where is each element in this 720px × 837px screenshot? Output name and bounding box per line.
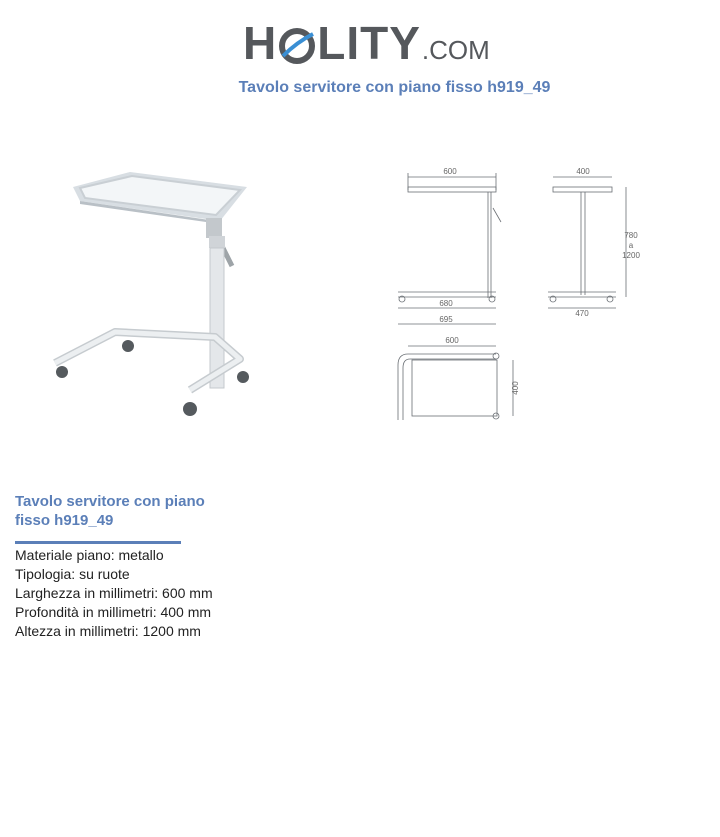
label-base-inner: 680 xyxy=(439,299,453,308)
label-side-width: 400 xyxy=(576,167,590,176)
spec-type: Tipologia: su ruote xyxy=(15,566,130,582)
product-specs xyxy=(15,546,213,641)
spec-depth: Profondità in millimetri: 400 mm xyxy=(15,604,212,620)
holity-logo[interactable] xyxy=(243,17,490,69)
label-top-depth: 400 xyxy=(511,381,520,395)
label-side-base: 470 xyxy=(575,309,589,318)
label-height-min: 780 xyxy=(624,231,638,240)
logo-letters-lity: LITY xyxy=(317,17,421,69)
technical-drawings xyxy=(388,160,648,430)
label-height-sep: a xyxy=(628,241,634,250)
logo-domain-suffix: .COM xyxy=(421,35,490,65)
logo-circle-icon xyxy=(279,25,315,61)
spec-width: Larghezza in millimetri: 600 mm xyxy=(15,585,213,601)
label-top-width: 600 xyxy=(445,336,459,345)
page-title: Tavolo servitore con piano fisso h919_49 xyxy=(238,79,551,96)
label-height-max: 1200 xyxy=(622,251,640,260)
logo-wordmark xyxy=(243,17,421,69)
top-view-drawing xyxy=(398,346,513,420)
spec-material: Materiale piano: metallo xyxy=(15,547,164,563)
side-view-drawing xyxy=(548,177,626,308)
product-title: Tavolo servitore con piano fisso h919_49 xyxy=(15,493,205,529)
label-base-outer: 695 xyxy=(439,315,453,324)
spec-height: Altezza in millimetri: 1200 mm xyxy=(15,623,201,639)
logo-letter-h: H xyxy=(243,17,278,69)
label-front-width: 600 xyxy=(443,167,457,176)
product-photo xyxy=(40,160,270,425)
title-divider xyxy=(15,541,181,544)
